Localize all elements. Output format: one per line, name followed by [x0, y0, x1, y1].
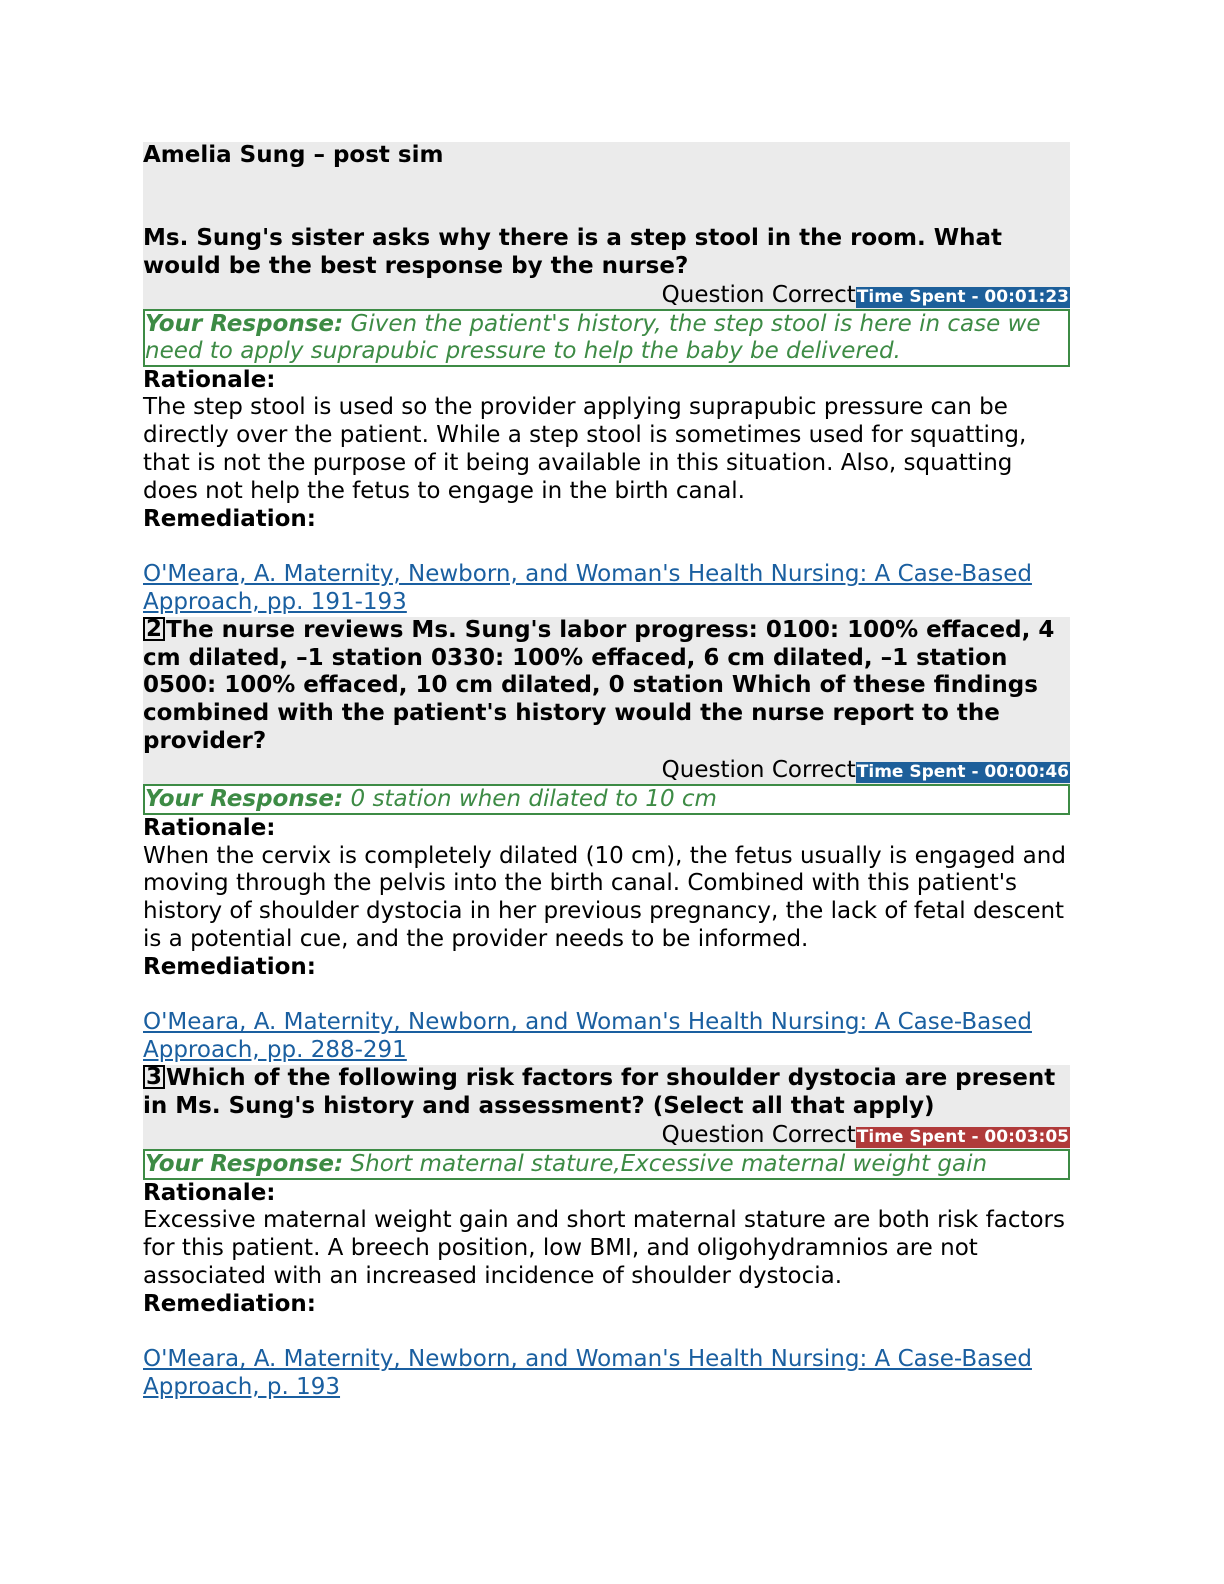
rationale-label: Rationale: — [143, 1179, 276, 1206]
document-title: Amelia Sung – post sim — [143, 142, 444, 168]
response-label: Your Response: — [145, 1150, 344, 1177]
question-3-rationale: Excessive maternal weight gain and short maternal stature are both risk factors for this patient. A breech position, low BMI, and oligohydramnios are not associated with an increased incidence of shoulder dystocia. — [143, 1207, 1065, 1289]
spacer — [143, 1319, 1070, 1347]
rationale-label: Rationale: — [143, 814, 276, 841]
question-3-status: Question Correct — [661, 1121, 856, 1148]
question-2-time-badge: Time Spent - 00:00:46 — [856, 761, 1069, 782]
spacer — [143, 533, 1070, 561]
question-1-header — [143, 142, 1070, 281]
question-1-text: Ms. Sung's sister asks why there is a step stool in the room. What would be the best response by the nurse? — [143, 225, 1002, 279]
remediation-label: Remediation: — [143, 1290, 316, 1317]
remediation-label: Remediation: — [143, 505, 316, 532]
question-3-header — [143, 1065, 1070, 1121]
question-3-status-row — [143, 1121, 1070, 1149]
question-1-time-badge: Time Spent - 00:01:23 — [856, 286, 1069, 307]
question-3-text: Which of the following risk factors for shoulder dystocia are present in Ms. Sung's history and assessment? (Select all that apply) — [143, 1064, 1056, 1119]
question-3-time-badge: Time Spent - 00:03:05 — [856, 1126, 1069, 1147]
question-1-reference-link[interactable]: O'Meara, A. Maternity, Newborn, and Woman's Health Nursing: A Case-Based Approach, pp. 191-193 — [143, 561, 1032, 615]
question-2-reference-link[interactable]: O'Meara, A. Maternity, Newborn, and Woman's Health Nursing: A Case-Based Approach, pp. 288-291 — [143, 1009, 1032, 1064]
question-3-reference-link[interactable]: O'Meara, A. Maternity, Newborn, and Woman's Health Nursing: A Case-Based Approach, p. 193 — [143, 1346, 1032, 1401]
question-3-response: Short maternal stature,Excessive maternal weight gain — [350, 1150, 988, 1177]
question-2-header — [143, 617, 1070, 756]
question-1-response-box — [143, 309, 1070, 367]
question-1-response: Given the patient's history, the step stool is here in case we need to apply suprapubic pressure to help the baby be delivered. — [145, 310, 1041, 364]
question-3-response-box — [143, 1149, 1070, 1180]
question-3-number: 3 — [143, 1065, 165, 1089]
question-2-text: The nurse reviews Ms. Sung's labor progress: 0100: 100% effaced, 4 cm dilated, –1 station 0330: 100% effaced, 6 cm dilated, –1 station 0500: 100% effaced, 10 cm dilated, 0 station Which of these findings combined with the patient's history would the nurse report to the provider? — [143, 616, 1055, 754]
question-2-status: Question Correct — [661, 756, 856, 783]
question-2-status-row — [143, 756, 1070, 784]
question-1-rationale: The step stool is used so the provider applying suprapubic pressure can be directly over the patient. While a step stool is sometimes used for squatting, that is not the purpose of it being available in this situation. Also, squatting does not help the fetus to engage in the birth canal. — [143, 394, 1027, 504]
question-2-rationale: When the cervix is completely dilated (10 cm), the fetus usually is engaged and moving through the pelvis into the birth canal. Combined with this patient's history of shoulder dystocia in her previous pregnancy, the lack of fetal descent is a potential cue, and the provider needs to be informed. — [143, 842, 1066, 952]
question-2-number: 2 — [143, 617, 165, 641]
response-label: Your Response: — [145, 310, 344, 337]
remediation-label: Remediation: — [143, 953, 316, 980]
spacer — [143, 982, 1070, 1010]
response-label: Your Response: — [145, 785, 344, 812]
question-2-response: 0 station when dilated to 10 cm — [350, 785, 717, 812]
question-1-status: Question Correct — [661, 281, 856, 308]
question-2-response-box — [143, 784, 1070, 815]
document-body — [143, 142, 1070, 1402]
question-1-status-row — [143, 281, 1070, 309]
rationale-label: Rationale: — [143, 366, 276, 393]
